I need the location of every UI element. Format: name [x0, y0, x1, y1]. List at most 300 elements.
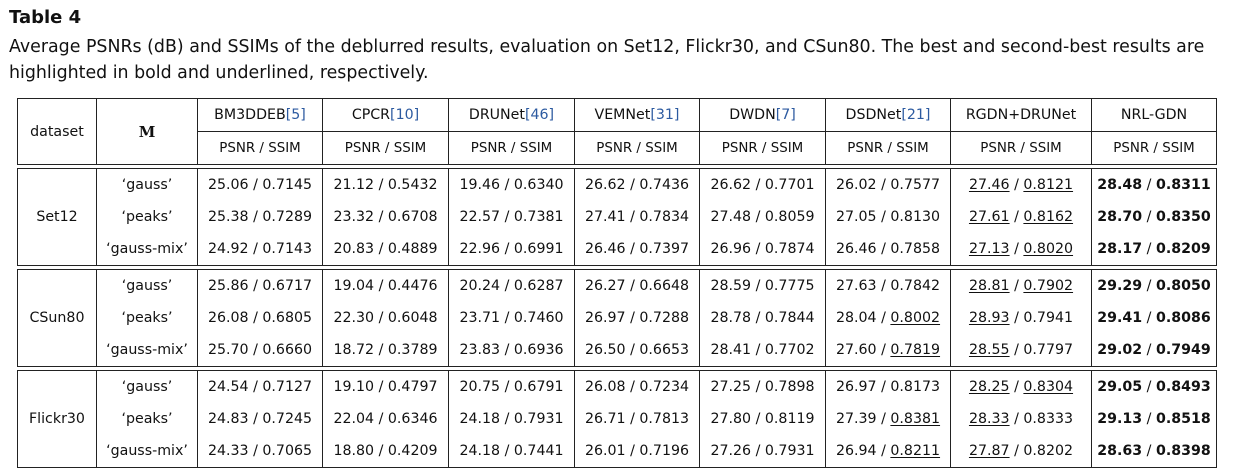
header-metric: PSNR / SSIM: [198, 132, 323, 165]
result-cell: [323, 201, 449, 233]
result-cell: [700, 334, 826, 367]
psnr-value: 29.13: [1097, 411, 1143, 427]
value-separator: /: [876, 209, 891, 225]
result-cell: [951, 371, 1092, 404]
ssim-value: 0.6346: [387, 411, 438, 427]
result-cell: [700, 371, 826, 404]
ssim-value: 0.8211: [890, 443, 941, 459]
result-cell: [951, 435, 1092, 468]
result-cell: [1092, 371, 1217, 404]
psnr-value: 28.63: [1097, 443, 1143, 459]
method-name: DSDNet: [845, 107, 902, 123]
ssim-value: 0.6805: [262, 310, 313, 326]
ssim-value: 0.8381: [890, 411, 941, 427]
value-separator: /: [500, 278, 514, 294]
psnr-value: 23.71: [459, 310, 501, 326]
psnr-value: 29.05: [1097, 379, 1143, 395]
value-separator: /: [751, 379, 765, 395]
result-cell: [449, 403, 575, 435]
ssim-value: 0.7834: [639, 209, 690, 225]
value-separator: /: [876, 443, 891, 459]
value-separator: /: [500, 241, 514, 257]
method-citation: [7]: [775, 107, 796, 123]
ssim-value: 0.4476: [387, 278, 438, 294]
kernel-type: ‘peaks’: [97, 302, 198, 334]
result-cell: [198, 403, 323, 435]
psnr-value: 27.60: [835, 342, 877, 358]
ssim-value: 0.6648: [639, 278, 690, 294]
psnr-value: 23.32: [333, 209, 375, 225]
psnr-value: 27.80: [710, 411, 752, 427]
ssim-value: 0.7941: [1023, 310, 1074, 326]
header-method: [826, 99, 951, 132]
psnr-value: 26.27: [584, 278, 626, 294]
result-cell: [826, 270, 951, 303]
ssim-value: 0.8311: [1155, 177, 1211, 193]
result-cell: [323, 233, 449, 266]
ssim-value: 0.7701: [764, 177, 815, 193]
result-cell: [700, 435, 826, 468]
psnr-value: 28.41: [710, 342, 752, 358]
ssim-value: 0.7436: [639, 177, 690, 193]
table-row: [18, 169, 1217, 202]
psnr-value: 29.41: [1097, 310, 1143, 326]
value-separator: /: [625, 411, 640, 427]
ssim-value: 0.8002: [890, 310, 941, 326]
result-cell: [826, 334, 951, 367]
table-row: [18, 302, 1217, 334]
psnr-value: 28.55: [968, 342, 1010, 358]
value-separator: /: [751, 443, 765, 459]
method-name: DRUNet: [468, 107, 525, 123]
psnr-value: 24.92: [207, 241, 249, 257]
psnr-value: 25.38: [207, 209, 249, 225]
result-cell: [575, 334, 700, 367]
value-separator: /: [751, 241, 765, 257]
table-title: Table 4: [9, 7, 82, 28]
value-separator: /: [500, 177, 514, 193]
ssim-value: 0.7931: [764, 443, 815, 459]
table-row: [18, 435, 1217, 468]
value-separator: /: [1009, 411, 1024, 427]
result-cell: [826, 371, 951, 404]
value-separator: /: [625, 342, 640, 358]
ssim-value: 0.7460: [513, 310, 564, 326]
value-separator: /: [751, 342, 765, 358]
psnr-value: 28.93: [968, 310, 1010, 326]
ssim-value: 0.6340: [513, 177, 564, 193]
header-metric: PSNR / SSIM: [449, 132, 575, 165]
value-separator: /: [248, 342, 263, 358]
header-m: M: [97, 99, 198, 165]
value-separator: /: [374, 411, 388, 427]
result-cell: [323, 270, 449, 303]
value-separator: /: [1142, 209, 1156, 225]
value-separator: /: [374, 177, 388, 193]
ssim-value: 0.7065: [262, 443, 313, 459]
ssim-value: 0.7949: [1155, 342, 1211, 358]
result-cell: [826, 302, 951, 334]
result-cell: [449, 371, 575, 404]
ssim-value: 0.6791: [513, 379, 564, 395]
result-cell: [198, 270, 323, 303]
value-separator: /: [248, 411, 263, 427]
psnr-value: 20.83: [333, 241, 375, 257]
psnr-value: 22.30: [333, 310, 375, 326]
psnr-value: 27.05: [835, 209, 877, 225]
result-cell: [323, 403, 449, 435]
value-separator: /: [1142, 278, 1156, 294]
psnr-value: 20.24: [459, 278, 501, 294]
ssim-value: 0.7702: [764, 342, 815, 358]
table-row: [18, 201, 1217, 233]
psnr-value: 29.02: [1097, 342, 1143, 358]
header-row-methods: [18, 99, 1217, 132]
psnr-value: 18.80: [333, 443, 375, 459]
ssim-value: 0.6708: [387, 209, 438, 225]
psnr-value: 23.83: [459, 342, 501, 358]
value-separator: /: [1142, 443, 1156, 459]
value-separator: /: [625, 379, 640, 395]
result-cell: [449, 270, 575, 303]
kernel-type: ‘gauss-mix’: [97, 435, 198, 468]
result-cell: [198, 201, 323, 233]
ssim-value: 0.8350: [1155, 209, 1211, 225]
ssim-value: 0.7245: [262, 411, 313, 427]
header-method: [700, 99, 826, 132]
result-cell: [951, 403, 1092, 435]
ssim-value: 0.8493: [1155, 379, 1211, 395]
ssim-value: 0.7819: [890, 342, 941, 358]
result-cell: [826, 403, 951, 435]
method-citation: [21]: [901, 107, 931, 123]
kernel-type: ‘gauss’: [97, 270, 198, 303]
value-separator: /: [374, 443, 388, 459]
result-cell: [826, 169, 951, 202]
ssim-value: 0.4797: [387, 379, 438, 395]
psnr-value: 28.81: [968, 278, 1010, 294]
method-name: BM3DDEB: [214, 107, 286, 123]
value-separator: /: [374, 209, 388, 225]
psnr-value: 28.33: [968, 411, 1010, 427]
result-cell: [575, 201, 700, 233]
value-separator: /: [500, 342, 514, 358]
value-separator: /: [876, 310, 891, 326]
ssim-value: 0.7797: [1023, 342, 1074, 358]
ssim-value: 0.3789: [387, 342, 438, 358]
value-separator: /: [1009, 379, 1024, 395]
value-separator: /: [374, 278, 388, 294]
result-cell: [1092, 270, 1217, 303]
results-table: [17, 98, 1217, 468]
method-name: CPCR: [351, 107, 391, 123]
psnr-value: 26.02: [835, 177, 877, 193]
value-separator: /: [876, 241, 891, 257]
value-separator: /: [876, 342, 891, 358]
ssim-value: 0.8162: [1023, 209, 1074, 225]
psnr-value: 26.71: [584, 411, 626, 427]
result-cell: [449, 233, 575, 266]
kernel-type: ‘gauss-mix’: [97, 334, 198, 367]
ssim-value: 0.7397: [639, 241, 690, 257]
value-separator: /: [751, 177, 765, 193]
result-cell: [700, 302, 826, 334]
ssim-value: 0.8173: [890, 379, 941, 395]
psnr-value: 24.18: [459, 411, 501, 427]
psnr-value: 28.78: [710, 310, 752, 326]
result-cell: [826, 435, 951, 468]
value-separator: /: [500, 443, 514, 459]
result-cell: [575, 435, 700, 468]
ssim-value: 0.4209: [387, 443, 438, 459]
value-separator: /: [374, 342, 388, 358]
result-cell: [198, 334, 323, 367]
ssim-value: 0.7931: [513, 411, 564, 427]
header-metric: PSNR / SSIM: [1092, 132, 1217, 165]
psnr-value: 26.08: [584, 379, 626, 395]
value-separator: /: [1142, 342, 1156, 358]
value-separator: /: [1009, 342, 1024, 358]
value-separator: /: [1009, 177, 1024, 193]
result-cell: [951, 270, 1092, 303]
psnr-value: 21.12: [333, 177, 375, 193]
result-cell: [198, 371, 323, 404]
value-separator: /: [248, 177, 263, 193]
value-separator: /: [248, 443, 263, 459]
value-separator: /: [248, 278, 263, 294]
psnr-value: 27.13: [968, 241, 1010, 257]
result-cell: [700, 169, 826, 202]
dataset-name: CSun80: [18, 270, 97, 367]
result-cell: [575, 233, 700, 266]
kernel-type: ‘gauss’: [97, 169, 198, 202]
value-separator: /: [876, 177, 891, 193]
value-separator: /: [1009, 443, 1024, 459]
ssim-value: 0.7441: [513, 443, 564, 459]
ssim-value: 0.8119: [764, 411, 815, 427]
psnr-value: 25.70: [207, 342, 249, 358]
psnr-value: 28.70: [1097, 209, 1143, 225]
result-cell: [575, 302, 700, 334]
kernel-type: ‘gauss’: [97, 371, 198, 404]
value-separator: /: [751, 310, 765, 326]
result-cell: [323, 371, 449, 404]
result-cell: [449, 169, 575, 202]
ssim-value: 0.8121: [1023, 177, 1074, 193]
psnr-value: 24.54: [207, 379, 249, 395]
ssim-value: 0.8050: [1155, 278, 1211, 294]
table-row: [18, 403, 1217, 435]
result-cell: [449, 435, 575, 468]
ssim-value: 0.7898: [764, 379, 815, 395]
table-row: [18, 371, 1217, 404]
psnr-value: 19.10: [333, 379, 375, 395]
table-caption: Average PSNRs (dB) and SSIMs of the deblurred results, evaluation on Set12, Flickr30, and CSun80. The best and second-best results are highlighted in bold and underlined, respectively.: [9, 37, 1205, 83]
ssim-value: 0.7813: [639, 411, 690, 427]
header-method: [575, 99, 700, 132]
ssim-value: 0.8518: [1155, 411, 1211, 427]
result-cell: [1092, 435, 1217, 468]
ssim-value: 0.7196: [639, 443, 690, 459]
result-cell: [700, 270, 826, 303]
result-cell: [1092, 201, 1217, 233]
value-separator: /: [1009, 209, 1024, 225]
value-separator: /: [876, 411, 891, 427]
psnr-value: 22.96: [459, 241, 501, 257]
ssim-value: 0.5432: [387, 177, 438, 193]
ssim-value: 0.7842: [890, 278, 941, 294]
ssim-value: 0.8059: [764, 209, 815, 225]
result-cell: [1092, 233, 1217, 266]
result-cell: [198, 302, 323, 334]
value-separator: /: [248, 209, 263, 225]
ssim-value: 0.8333: [1023, 411, 1074, 427]
ssim-value: 0.6991: [513, 241, 564, 257]
psnr-value: 27.46: [968, 177, 1010, 193]
value-separator: /: [1142, 177, 1156, 193]
ssim-value: 0.7145: [262, 177, 313, 193]
result-cell: [826, 201, 951, 233]
psnr-value: 26.08: [207, 310, 249, 326]
result-cell: [1092, 302, 1217, 334]
psnr-value: 24.33: [207, 443, 249, 459]
result-cell: [951, 302, 1092, 334]
value-separator: /: [876, 278, 891, 294]
ssim-value: 0.7858: [890, 241, 941, 257]
result-cell: [198, 233, 323, 266]
value-separator: /: [625, 177, 640, 193]
psnr-value: 27.41: [584, 209, 626, 225]
table-row: [18, 270, 1217, 303]
psnr-value: 26.96: [710, 241, 752, 257]
ssim-value: 0.8209: [1155, 241, 1211, 257]
header-metric: PSNR / SSIM: [700, 132, 826, 165]
value-separator: /: [248, 379, 263, 395]
psnr-value: 19.46: [459, 177, 501, 193]
table-row: [18, 334, 1217, 367]
result-cell: [700, 201, 826, 233]
psnr-value: 27.63: [835, 278, 877, 294]
result-cell: [826, 233, 951, 266]
kernel-type: ‘peaks’: [97, 403, 198, 435]
header-row-metrics: [18, 132, 1217, 165]
value-separator: /: [1009, 310, 1024, 326]
psnr-value: 28.17: [1097, 241, 1143, 257]
psnr-value: 26.50: [584, 342, 626, 358]
ssim-value: 0.8020: [1023, 241, 1074, 257]
method-citation: [5]: [285, 107, 306, 123]
psnr-value: 18.72: [333, 342, 375, 358]
value-separator: /: [1142, 241, 1156, 257]
header-method: [1092, 99, 1217, 132]
value-separator: /: [751, 278, 765, 294]
ssim-value: 0.7874: [764, 241, 815, 257]
psnr-value: 27.48: [710, 209, 752, 225]
result-cell: [323, 435, 449, 468]
dataset-name: Flickr30: [18, 371, 97, 468]
value-separator: /: [374, 310, 388, 326]
ssim-value: 0.8130: [890, 209, 941, 225]
value-separator: /: [374, 241, 388, 257]
value-separator: /: [625, 310, 640, 326]
result-cell: [323, 302, 449, 334]
ssim-value: 0.6287: [513, 278, 564, 294]
value-separator: /: [876, 379, 891, 395]
method-name: DWDN: [729, 107, 776, 123]
psnr-value: 26.01: [584, 443, 626, 459]
result-cell: [449, 201, 575, 233]
value-separator: /: [1142, 411, 1156, 427]
ssim-value: 0.6653: [639, 342, 690, 358]
value-separator: /: [500, 209, 514, 225]
header-metric: PSNR / SSIM: [951, 132, 1092, 165]
result-cell: [198, 169, 323, 202]
value-separator: /: [625, 278, 640, 294]
ssim-value: 0.8202: [1023, 443, 1074, 459]
result-cell: [1092, 169, 1217, 202]
psnr-value: 26.62: [584, 177, 626, 193]
ssim-value: 0.6048: [387, 310, 438, 326]
psnr-value: 22.04: [333, 411, 375, 427]
result-cell: [323, 169, 449, 202]
value-separator: /: [1009, 278, 1024, 294]
psnr-value: 27.39: [835, 411, 877, 427]
header-metric: PSNR / SSIM: [323, 132, 449, 165]
ssim-value: 0.7902: [1023, 278, 1074, 294]
result-cell: [449, 302, 575, 334]
table-row: [18, 233, 1217, 266]
ssim-value: 0.7844: [764, 310, 815, 326]
header-method: [449, 99, 575, 132]
psnr-value: 22.57: [459, 209, 501, 225]
result-cell: [951, 334, 1092, 367]
result-cell: [323, 334, 449, 367]
result-cell: [951, 169, 1092, 202]
value-separator: /: [500, 411, 514, 427]
method-citation: [10]: [390, 107, 420, 123]
psnr-value: 20.75: [459, 379, 501, 395]
psnr-value: 25.86: [207, 278, 249, 294]
ssim-value: 0.7234: [639, 379, 690, 395]
psnr-value: 28.25: [968, 379, 1010, 395]
value-separator: /: [1142, 379, 1156, 395]
psnr-value: 19.04: [333, 278, 375, 294]
value-separator: /: [500, 310, 514, 326]
method-name: VEMNet: [594, 107, 651, 123]
kernel-type: ‘gauss-mix’: [97, 233, 198, 266]
psnr-value: 26.97: [835, 379, 877, 395]
psnr-value: 27.61: [968, 209, 1010, 225]
psnr-value: 26.97: [584, 310, 626, 326]
header-dataset: dataset: [18, 99, 97, 165]
value-separator: /: [248, 241, 263, 257]
ssim-value: 0.7577: [890, 177, 941, 193]
value-separator: /: [625, 241, 640, 257]
psnr-value: 26.94: [835, 443, 877, 459]
value-separator: /: [625, 209, 640, 225]
ssim-value: 0.6660: [262, 342, 313, 358]
psnr-value: 24.18: [459, 443, 501, 459]
value-separator: /: [1142, 310, 1156, 326]
header-method: [323, 99, 449, 132]
result-cell: [700, 233, 826, 266]
psnr-value: 28.48: [1097, 177, 1143, 193]
table-body: [18, 99, 1217, 468]
header-metric: PSNR / SSIM: [826, 132, 951, 165]
header-metric: PSNR / SSIM: [575, 132, 700, 165]
psnr-value: 27.26: [710, 443, 752, 459]
result-cell: [1092, 334, 1217, 367]
